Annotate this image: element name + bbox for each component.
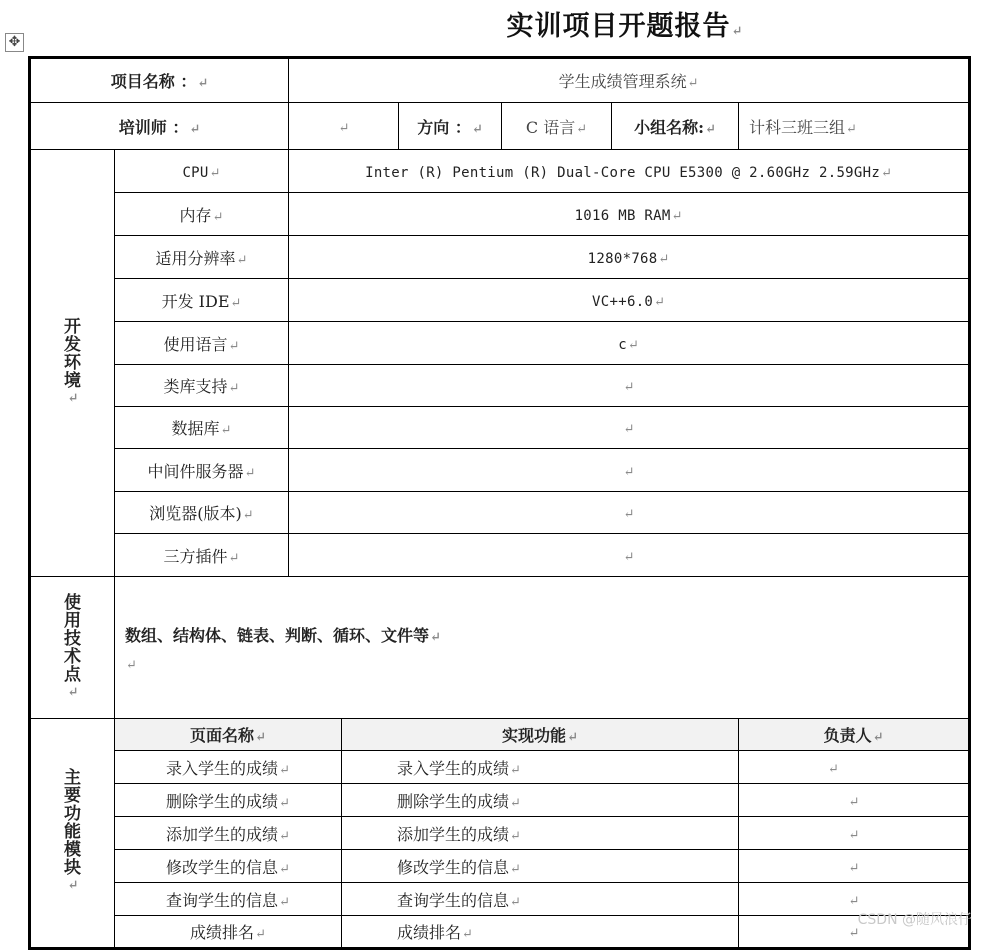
project-name-value[interactable]: 学生成绩管理系统↵ — [289, 58, 970, 103]
module-func[interactable]: 录入学生的成绩↵ — [342, 751, 739, 784]
module-func[interactable]: 成绩排名↵ — [342, 916, 739, 949]
env-row — [30, 534, 970, 577]
module-row — [30, 883, 970, 916]
vertical-label-char: 主 — [64, 768, 81, 788]
env-value[interactable]: 1280*768↵ — [289, 236, 970, 279]
vertical-label-char: 境 — [64, 371, 81, 391]
module-page[interactable]: 录入学生的成绩↵ — [115, 751, 342, 784]
env-value[interactable]: VC++6.0↵ — [289, 279, 970, 322]
module-row — [30, 817, 970, 850]
env-section-label — [30, 150, 115, 577]
env-label: 浏览器(版本)↵ — [115, 492, 289, 534]
env-row — [30, 407, 970, 449]
direction-value[interactable]: C 语言↵ — [502, 103, 612, 150]
env-label: 三方插件↵ — [115, 534, 289, 577]
direction-label: 方向 ：↵ — [399, 103, 502, 150]
trainer-value[interactable]: ↵ — [289, 103, 399, 150]
env-label: 使用语言↵ — [115, 322, 289, 365]
module-func[interactable]: 查询学生的信息↵ — [342, 883, 739, 916]
vertical-label-char: 环 — [64, 353, 81, 373]
env-row — [30, 236, 970, 279]
env-row — [30, 193, 970, 236]
vertical-label-char: 模 — [64, 840, 81, 860]
project-name-row — [30, 58, 970, 103]
vertical-label-char: 点 — [64, 664, 81, 685]
env-label: 内存↵ — [115, 193, 289, 236]
watermark: CSDN @随风浪仔 — [857, 912, 972, 928]
vertical-label-char: 开 — [64, 317, 81, 337]
vertical-label-char: 用 — [64, 610, 81, 631]
module-owner[interactable]: ↵ — [739, 916, 970, 949]
vertical-label-char: 技 — [64, 628, 81, 649]
env-value[interactable]: c↵ — [289, 322, 970, 365]
trainer-label: 培训师 ：↵ — [30, 103, 289, 150]
env-value[interactable]: ↵ — [289, 534, 970, 577]
module-page[interactable]: 成绩排名↵ — [115, 916, 342, 949]
group-name-value[interactable]: 计科三班三组↵ — [739, 103, 970, 150]
module-owner[interactable]: ↵ — [739, 751, 970, 784]
report-table — [28, 56, 971, 950]
module-page[interactable]: 删除学生的成绩↵ — [115, 784, 342, 817]
paragraph-mark: ↵ — [67, 684, 79, 700]
vertical-label-char: 术 — [64, 646, 81, 667]
env-label: CPU↵ — [115, 150, 289, 193]
env-row — [30, 322, 970, 365]
module-row — [30, 850, 970, 883]
env-value[interactable]: Inter (R) Pentium (R) Dual-Core CPU E5300 @ 2.60GHz 2.59GHz↵ — [289, 150, 970, 193]
column-header-func: 实现功能↵ — [342, 719, 739, 751]
env-value[interactable]: ↵ — [289, 492, 970, 534]
env-row — [30, 492, 970, 534]
tech-section-label — [30, 577, 115, 719]
vertical-label-char: 使 — [64, 592, 81, 613]
module-row — [30, 751, 970, 784]
vertical-label-char: 块 — [64, 858, 81, 878]
column-header-owner: 负责人↵ — [739, 719, 970, 751]
vertical-label-char: 要 — [64, 786, 81, 806]
env-row — [30, 279, 970, 322]
env-value[interactable]: ↵ — [289, 365, 970, 407]
paragraph-mark: ↵ — [67, 878, 79, 893]
env-label: 适用分辨率↵ — [115, 236, 289, 279]
module-owner[interactable]: ↵ — [739, 883, 970, 916]
module-page[interactable]: 添加学生的成绩↵ — [115, 817, 342, 850]
project-name-label: 项目名称 ：↵ — [30, 58, 289, 103]
env-label: 类库支持↵ — [115, 365, 289, 407]
vertical-label-char: 能 — [64, 822, 81, 842]
vertical-label-char: 功 — [64, 804, 81, 824]
env-value[interactable]: 1016 MB RAM↵ — [289, 193, 970, 236]
module-func[interactable]: 删除学生的成绩↵ — [342, 784, 739, 817]
env-label: 中间件服务器↵ — [115, 449, 289, 492]
env-value[interactable]: ↵ — [289, 407, 970, 449]
module-page[interactable]: 查询学生的信息↵ — [115, 883, 342, 916]
group-name-label: 小组名称:↵ — [612, 103, 739, 150]
modules-header-row — [30, 719, 970, 751]
module-owner[interactable]: ↵ — [739, 850, 970, 883]
tech-row — [30, 577, 970, 719]
vertical-label-char: 发 — [64, 335, 81, 355]
module-func[interactable]: 修改学生的信息↵ — [342, 850, 739, 883]
column-header-page: 页面名称↵ — [115, 719, 342, 751]
module-owner[interactable]: ↵ — [739, 784, 970, 817]
env-label: 数据库↵ — [115, 407, 289, 449]
module-row — [30, 784, 970, 817]
module-row — [30, 916, 970, 949]
document-title-wrap — [0, 4, 990, 43]
module-owner[interactable]: ↵ — [739, 817, 970, 850]
document-title: 实训项目开题报告↵ — [506, 11, 744, 42]
trainer-row — [30, 103, 970, 150]
env-row — [30, 365, 970, 407]
module-func[interactable]: 添加学生的成绩↵ — [342, 817, 739, 850]
env-row — [30, 449, 970, 492]
paragraph-mark: ↵ — [67, 391, 79, 406]
env-value[interactable]: ↵ — [289, 449, 970, 492]
move-handle-icon[interactable]: ✥ — [5, 33, 24, 52]
modules-section-label — [30, 719, 115, 949]
tech-content[interactable]: 数组、结构体、链表、判断、循环、文件等↵ ↵ — [115, 577, 970, 719]
env-row — [30, 150, 970, 193]
env-label: 开发 IDE↵ — [115, 279, 289, 322]
module-page[interactable]: 修改学生的信息↵ — [115, 850, 342, 883]
